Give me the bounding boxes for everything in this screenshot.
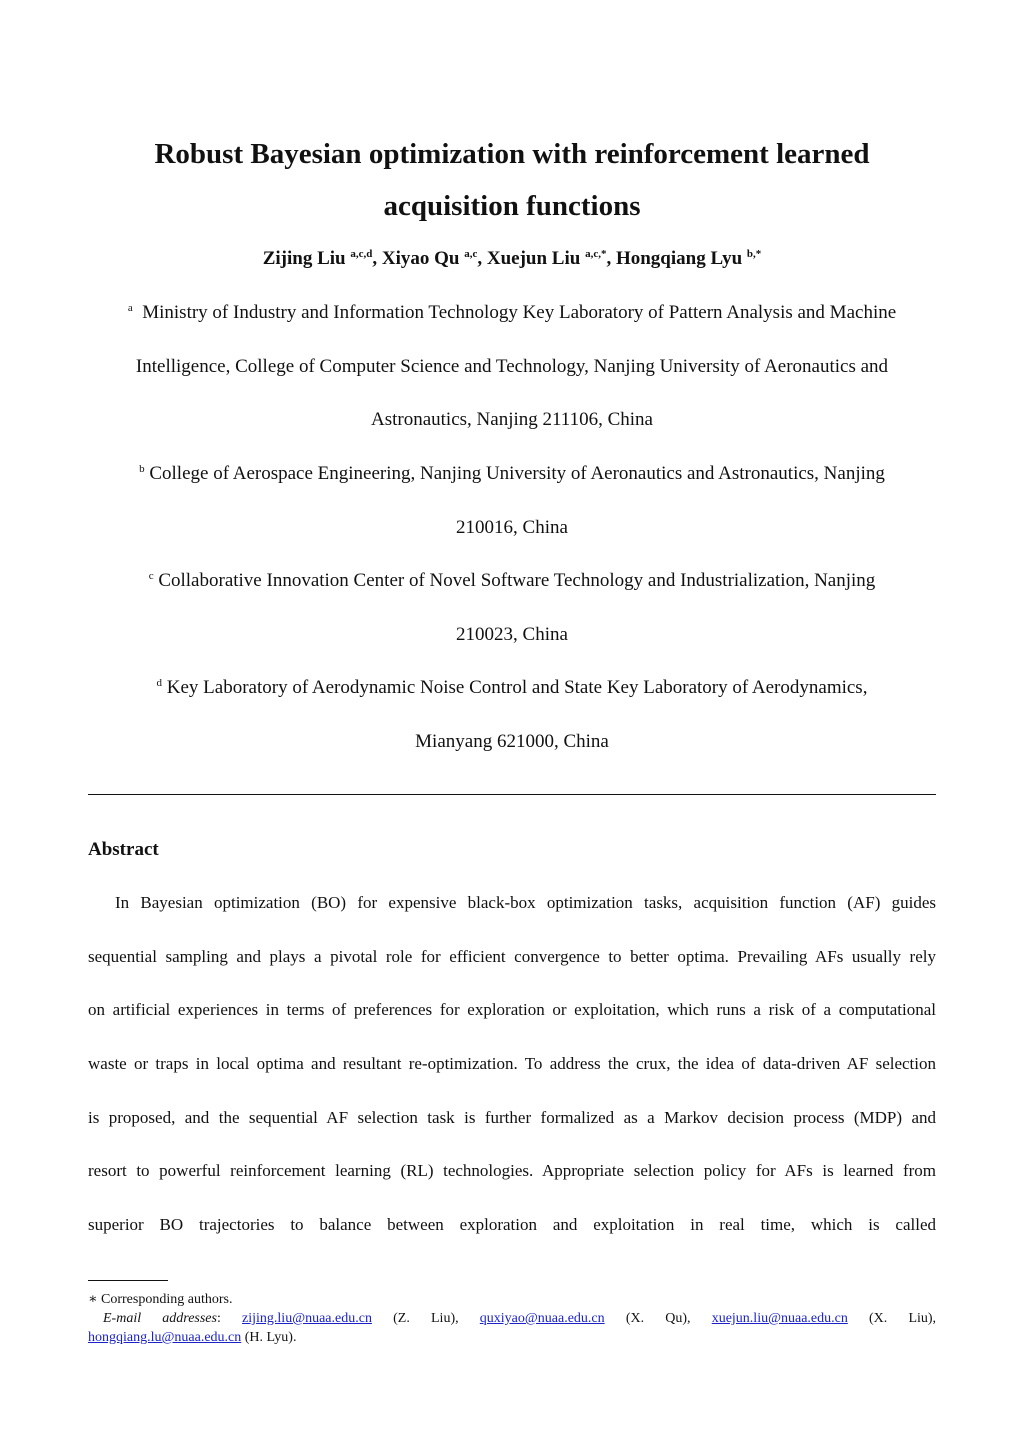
affiliation-c [88,566,936,650]
author-name: Xiyao Qu [381,248,460,269]
affiliation-text: Collaborative Innovation Center of Novel Software Technology and Industrialization, Nanjing [158,570,876,591]
affiliation-text: 210016, China [456,516,568,538]
affiliation-b [88,459,936,543]
author-name: Hongqiang Lyu [615,248,743,269]
affiliation-text: Ministry of Industry and Information Technology Key Laboratory of Pattern Analysis and Machine [142,302,897,323]
email-label: E-mail addresses [103,1311,217,1326]
affiliation-marker: a [127,302,133,314]
abstract-line: is proposed, and the sequential AF selection task is further formalized as a Markov decision process (MDP) and [88,1107,936,1127]
email-link-zijing[interactable]: zijing.liu@nuaa.edu.cn [242,1311,372,1326]
footnote-divider [88,1280,168,1281]
affiliation-text: Key Laboratory of Aerodynamic Noise Control and State Key Laboratory of Aerodynamics, [166,677,868,698]
affiliation-marker: b [139,463,145,475]
author-name: Xuejun Liu [486,248,581,269]
affiliation-a [88,298,936,435]
abstract-body [88,889,936,1265]
author-affiliation-marker: a,c,* [585,248,607,260]
abstract-line: sequential sampling and plays a pivotal role for efficient convergence to better optima. Prevailing AFs usually rely [88,946,936,966]
abstract-heading: Abstract [88,839,159,860]
email-owner: (Z. Liu), [393,1311,459,1326]
author-affiliation-marker: a,c [464,248,478,260]
author-affiliation-marker: a,c,d [350,248,373,260]
author-affiliation-marker: b,* [746,248,762,260]
email-owner: (X. Qu), [625,1311,691,1326]
footnote: ∗ Corresponding authors. E-mail addresses: zijing.liu@nuaa.edu.cn (Z. Liu), quxiyao@nuaa.edu.cn (X. Qu), xuejun.liu@nuaa.edu.cn (X. Liu), hongqiang.lu@nuaa.edu.cn (H. Lyu). [88,1292,937,1345]
email-link-xuejun[interactable]: xuejun.liu@nuaa.edu.cn [711,1311,848,1326]
affiliation-text: Astronautics, Nanjing 211106, China [371,409,653,430]
author-list: Zijing Liu $^{a,c,d}$, Xiyao Qu $^{a,c}$, Xuejun Liu $^{a,c,*}$, Hongqiang Lyu $^{b,*}$ [262,248,762,269]
affiliation-marker: c [148,570,154,582]
author-name: Zijing Liu [262,248,346,269]
abstract-line: on artificial experiences in terms of preferences for exploration or exploitation, which runs a risk of a computational [88,1000,936,1020]
header-divider [88,794,936,795]
affiliation-d [88,673,936,757]
affiliation-text: Mianyang 621000, China [415,730,609,752]
abstract-line: superior BO trajectories to balance between exploration and exploitation in real time, which is called [88,1215,936,1235]
abstract-line: waste or traps in local optima and resultant re-optimization. To address the crux, the idea of data-driven AF selection [88,1054,936,1074]
email-owner: (X. Liu), [869,1311,937,1326]
corresponding-authors-note: ∗ Corresponding authors. [88,1292,233,1307]
abstract-line: In Bayesian optimization (BO) for expensive black-box optimization tasks, acquisition function (AF) guides [115,893,936,912]
affiliation-marker: d [156,677,163,689]
affiliation-text: College of Aerospace Engineering, Nanjing University of Aeronautics and Astronautics, Nanjing [149,463,885,484]
title-line-2: acquisition functions [383,190,641,222]
abstract-line: resort to powerful reinforcement learning (RL) technologies. Appropriate selection policy for AFs is learned from [88,1161,936,1181]
affiliation-text: Intelligence, College of Computer Science and Technology, Nanjing University of Aeronautics and [135,355,889,377]
paper-title [0,128,1024,232]
email-owner: (H. Lyu). [244,1330,297,1345]
email-link-hongqiang[interactable]: hongqiang.lu@nuaa.edu.cn [88,1330,242,1345]
title-line-1: Robust Bayesian optimization with reinforcement learned [154,138,870,170]
email-link-xiyao[interactable]: quxiyao@nuaa.edu.cn [479,1311,605,1326]
affiliation-text: 210023, China [456,623,568,645]
